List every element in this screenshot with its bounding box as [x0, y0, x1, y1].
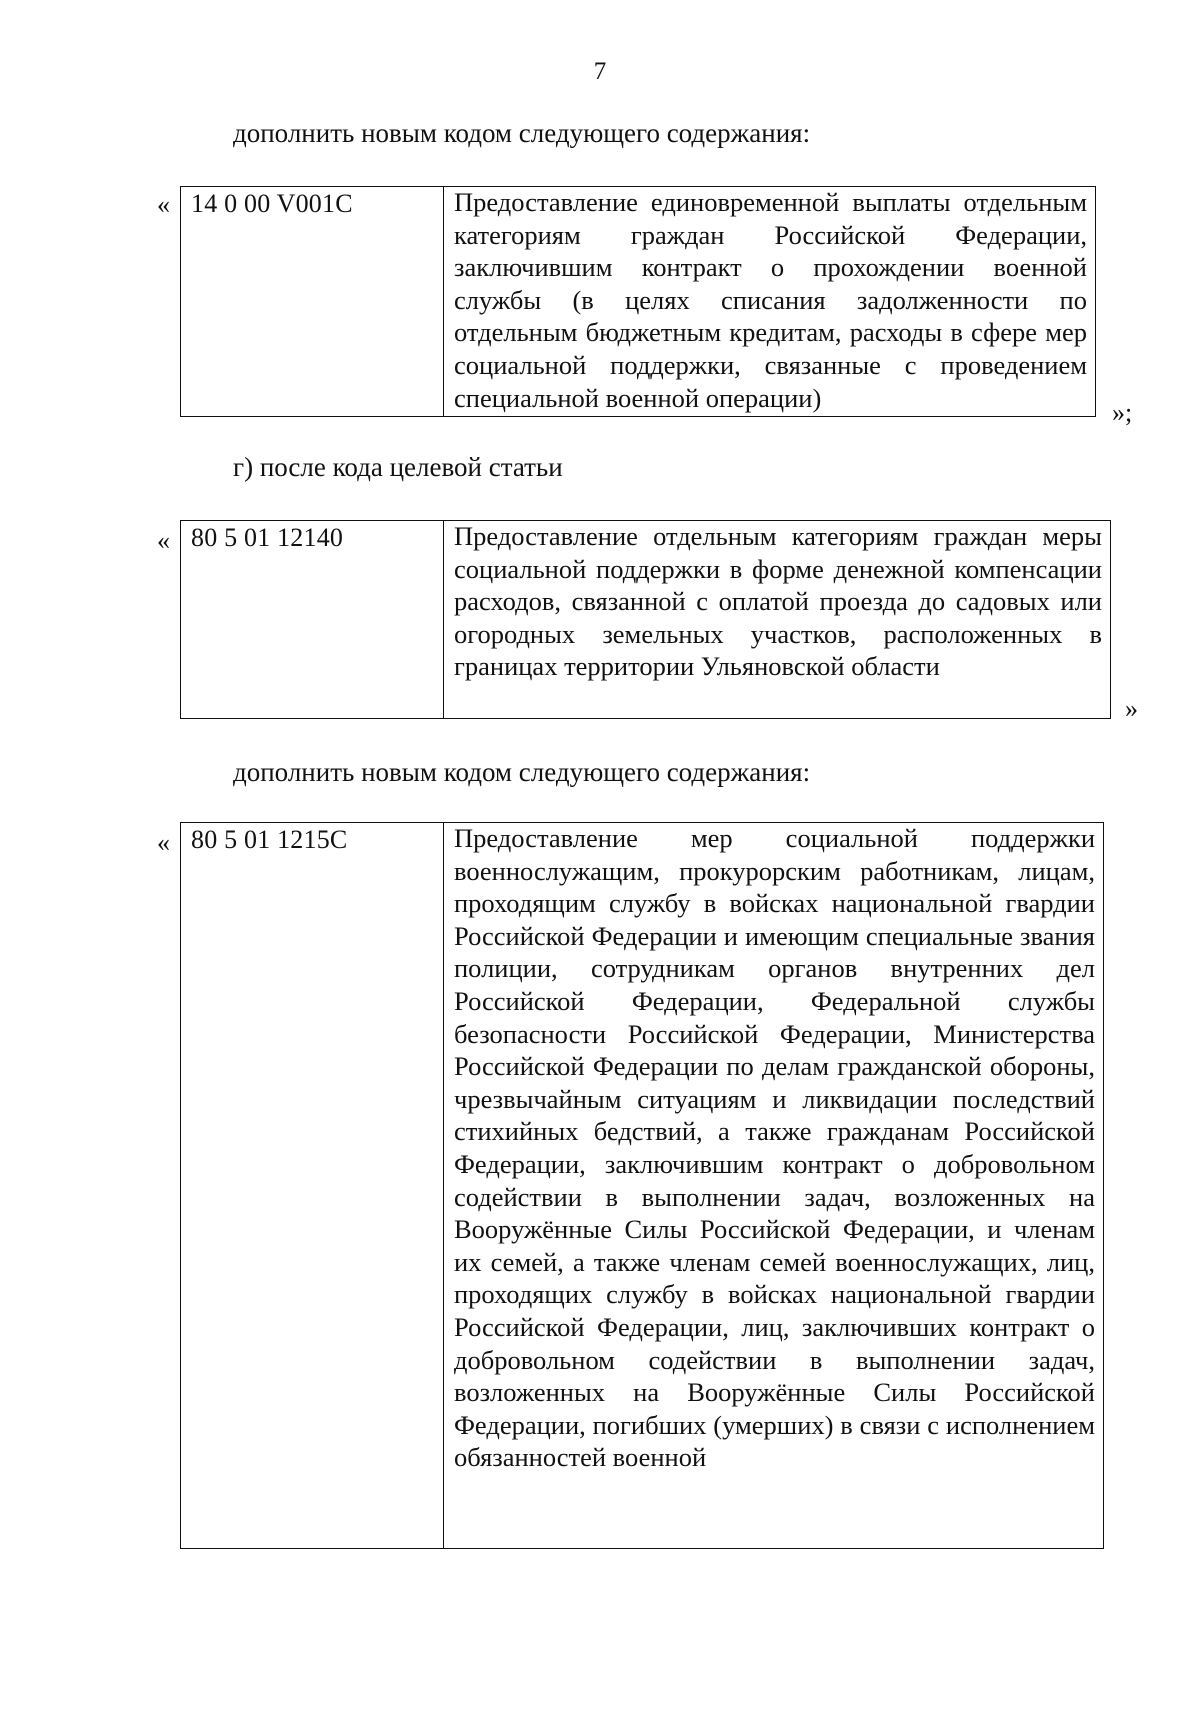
description-text-2: Предоставление отдельным категориям граждан меры социальной поддержки в форме денежной компенсации расходов, связанной с оплатой проезда до садовых или огородных земельных участков, расположенных в границах территории Ульяновской области	[454, 521, 1102, 682]
description-cell-2	[444, 521, 1111, 719]
code-table-2	[180, 520, 1111, 719]
paragraph-add-new-code-2: дополнить новым кодом следующего содержания:	[233, 757, 811, 787]
code-cell-3: 80 5 01 1215C	[181, 823, 444, 1549]
paragraph-add-new-code-1: дополнить новым кодом следующего содержания:	[233, 118, 811, 148]
open-quote-2: «	[157, 526, 170, 555]
paragraph-after-target-article: г) после кода целевой статьи	[233, 452, 563, 482]
close-quote-semicolon-1: »;	[1112, 398, 1133, 427]
description-text-1: Предоставление единовременной выплаты отдельным категориям граждан Российской Федерации, заключившим контракт о прохождении военной службы (в целях списания задолженности по отдельным бюджетным кредитам, расходы в сфере мер социальной поддержки, связанные с проведением специальной военной операции)	[454, 187, 1087, 413]
description-text-3: Предоставление мер социальной поддержки военнослужащим, прокурорским работникам, лицам, проходящим службу в войсках национальной гвардии Российской Федерации и имеющим специальные звания полиции, сотрудникам органов внутренних дел Российской Федерации, Федеральной службы безопасности Российской Федерации, Министерства Российской Федерации по делам гражданской обороны, чрезвычайным ситуациям и ликвидации последствий стихийных бедствий, а также гражданам Российской Федерации, заключившим контракт о добровольном содействии в выполнении задач, возложенных на Вооружённые Силы Российской Федерации, и членам их семей, а также членам семей военнослужащих, лиц, проходящих службу в войсках национальной гвардии Российской Федерации, лиц, заключивших контракт о добровольном содействии в выполнении задач, возложенных на Вооружённые Силы Российской Федерации, погибших (умерших) в связи с исполнением обязанностей военной	[454, 823, 1095, 1473]
open-quote-3: «	[157, 828, 170, 857]
code-table-1	[180, 186, 1096, 417]
code-cell-2: 80 5 01 12140	[181, 521, 444, 719]
open-quote-1: «	[157, 190, 170, 219]
page-number: 7	[593, 58, 607, 85]
description-cell-3	[444, 823, 1104, 1549]
description-cell-1	[444, 187, 1096, 417]
code-cell-1: 14 0 00 V001C	[181, 187, 444, 417]
code-table-3	[180, 822, 1104, 1549]
close-quote-2: »	[1125, 694, 1138, 723]
